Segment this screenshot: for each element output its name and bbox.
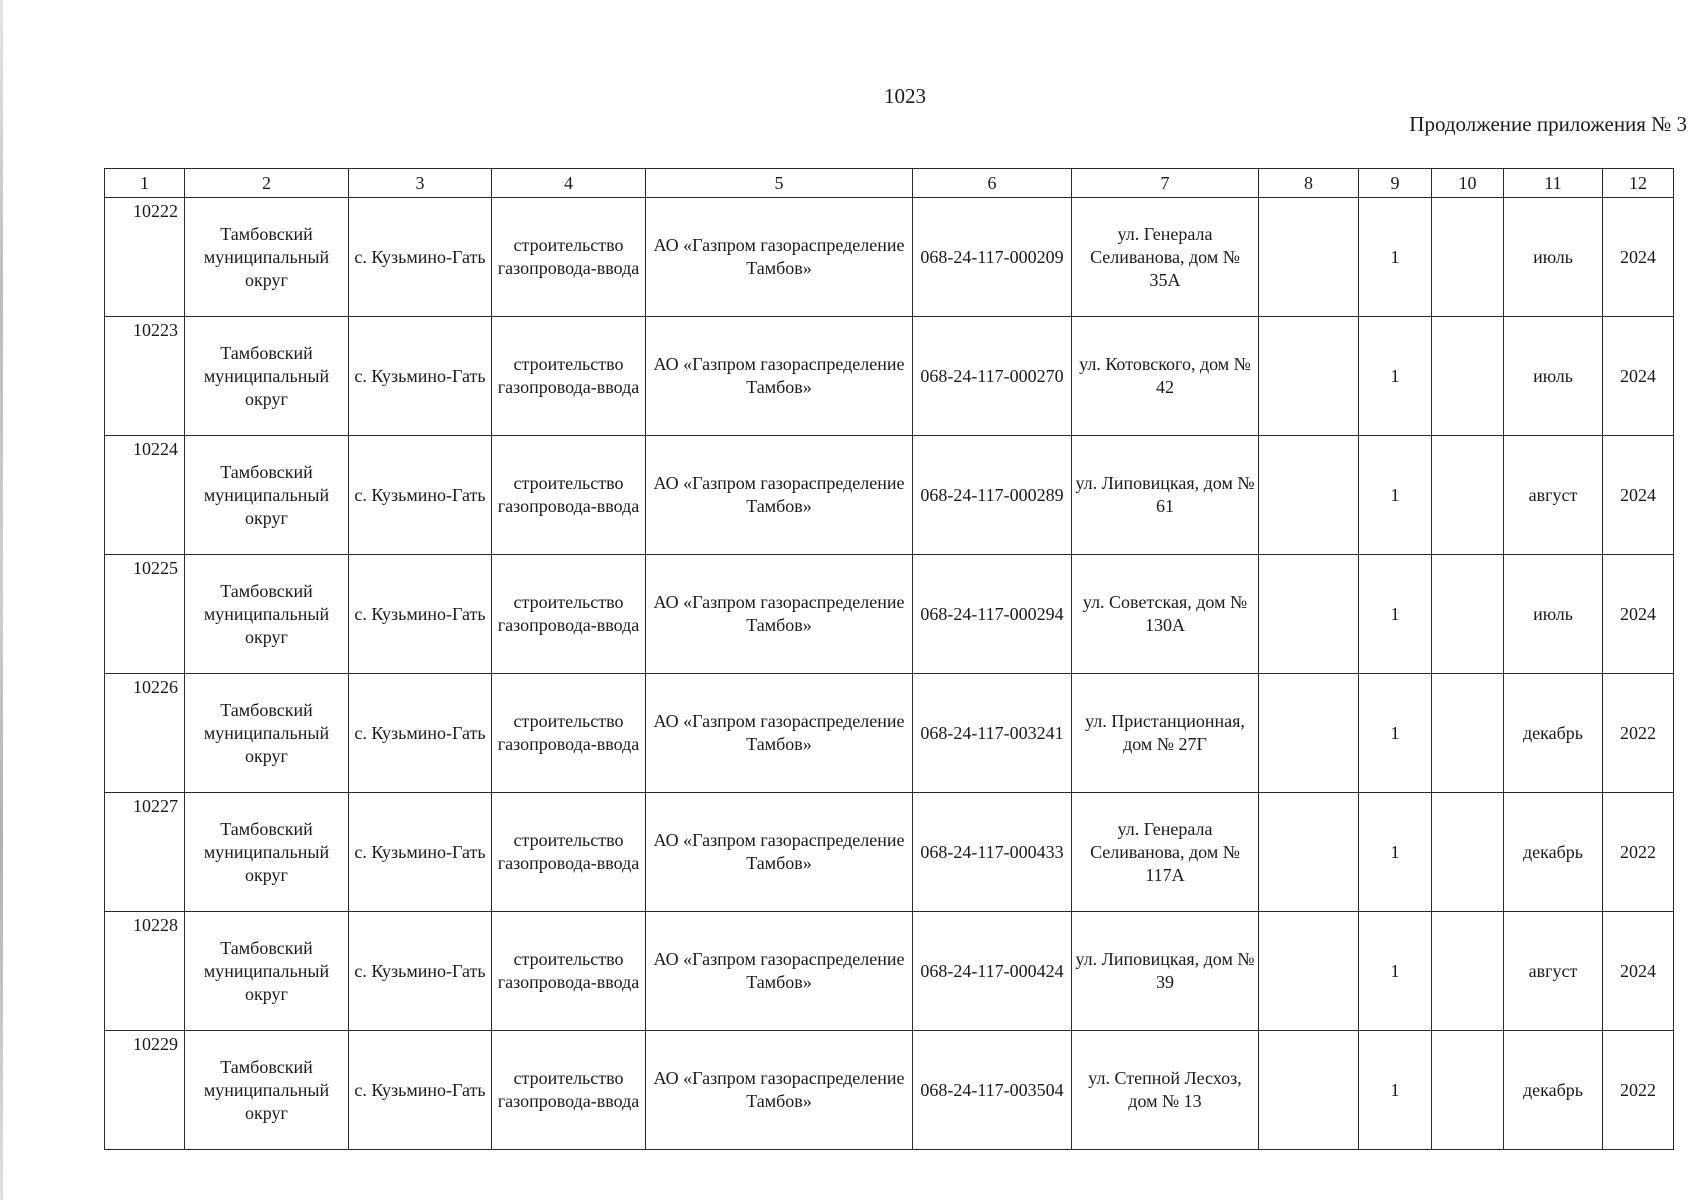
column-10-cell [1432, 1031, 1504, 1150]
year-cell: 2022 [1603, 793, 1674, 912]
district-cell: Тамбовский муниципальный округ [185, 436, 349, 555]
address-cell: ул. Липовицкая, дом № 61 [1072, 436, 1259, 555]
row-number: 10222 [105, 198, 185, 317]
column-8-cell [1259, 793, 1359, 912]
month-cell: август [1504, 912, 1603, 1031]
year-cell: 2024 [1603, 912, 1674, 1031]
column-header: 3 [349, 169, 492, 198]
quantity-cell: 1 [1359, 555, 1432, 674]
row-number: 10226 [105, 674, 185, 793]
address-cell: ул. Пристанционная, дом № 27Г [1072, 674, 1259, 793]
scan-edge [0, 0, 3, 1200]
column-header: 8 [1259, 169, 1359, 198]
column-8-cell [1259, 674, 1359, 793]
column-header: 7 [1072, 169, 1259, 198]
district-cell: Тамбовский муниципальный округ [185, 912, 349, 1031]
quantity-cell: 1 [1359, 912, 1432, 1031]
work-type-cell: строительство газопровода-ввода [492, 793, 646, 912]
month-cell: август [1504, 436, 1603, 555]
page-number: 1023 [884, 84, 926, 108]
column-10-cell [1432, 555, 1504, 674]
quantity-cell: 1 [1359, 317, 1432, 436]
year-cell: 2024 [1603, 198, 1674, 317]
work-type-cell: строительство газопровода-ввода [492, 912, 646, 1031]
column-8-cell [1259, 1031, 1359, 1150]
quantity-cell: 1 [1359, 674, 1432, 793]
column-10-cell [1432, 198, 1504, 317]
quantity-cell: 1 [1359, 436, 1432, 555]
organization-cell: АО «Газпром газораспределение Тамбов» [646, 912, 913, 1031]
object-code-cell: 068-24-117-003504 [913, 1031, 1072, 1150]
row-number: 10224 [105, 436, 185, 555]
address-cell: ул. Советская, дом № 130А [1072, 555, 1259, 674]
row-number: 10228 [105, 912, 185, 1031]
table-row [105, 674, 1674, 793]
locality-cell: с. Кузьмино-Гать [349, 198, 492, 317]
district-cell: Тамбовский муниципальный округ [185, 198, 349, 317]
object-code-cell: 068-24-117-003241 [913, 674, 1072, 793]
table-row [105, 1031, 1674, 1150]
object-code-cell: 068-24-117-000294 [913, 555, 1072, 674]
row-number: 10227 [105, 793, 185, 912]
district-cell: Тамбовский муниципальный округ [185, 674, 349, 793]
organization-cell: АО «Газпром газораспределение Тамбов» [646, 198, 913, 317]
column-header: 2 [185, 169, 349, 198]
table-row [105, 198, 1674, 317]
locality-cell: с. Кузьмино-Гать [349, 1031, 492, 1150]
work-type-cell: строительство газопровода-ввода [492, 198, 646, 317]
quantity-cell: 1 [1359, 793, 1432, 912]
month-cell: июль [1504, 555, 1603, 674]
work-type-cell: строительство газопровода-ввода [492, 436, 646, 555]
organization-cell: АО «Газпром газораспределение Тамбов» [646, 674, 913, 793]
object-code-cell: 068-24-117-000424 [913, 912, 1072, 1031]
column-8-cell [1259, 198, 1359, 317]
address-cell: ул. Генерала Селиванова, дом № 35А [1072, 198, 1259, 317]
column-header: 6 [913, 169, 1072, 198]
district-cell: Тамбовский муниципальный округ [185, 317, 349, 436]
organization-cell: АО «Газпром газораспределение Тамбов» [646, 555, 913, 674]
year-cell: 2024 [1603, 317, 1674, 436]
locality-cell: с. Кузьмино-Гать [349, 793, 492, 912]
column-8-cell [1259, 912, 1359, 1031]
column-8-cell [1259, 317, 1359, 436]
year-cell: 2024 [1603, 555, 1674, 674]
month-cell: декабрь [1504, 674, 1603, 793]
locality-cell: с. Кузьмино-Гать [349, 674, 492, 793]
table-row [105, 555, 1674, 674]
organization-cell: АО «Газпром газораспределение Тамбов» [646, 436, 913, 555]
column-header: 9 [1359, 169, 1432, 198]
month-cell: декабрь [1504, 1031, 1603, 1150]
quantity-cell: 1 [1359, 1031, 1432, 1150]
table-body [105, 198, 1674, 1150]
address-cell: ул. Степной Лесхоз, дом № 13 [1072, 1031, 1259, 1150]
column-10-cell [1432, 674, 1504, 793]
work-type-cell: строительство газопровода-ввода [492, 555, 646, 674]
year-cell: 2022 [1603, 674, 1674, 793]
organization-cell: АО «Газпром газораспределение Тамбов» [646, 1031, 913, 1150]
year-cell: 2022 [1603, 1031, 1674, 1150]
district-cell: Тамбовский муниципальный округ [185, 1031, 349, 1150]
column-8-cell [1259, 436, 1359, 555]
table-row [105, 793, 1674, 912]
month-cell: июль [1504, 198, 1603, 317]
column-header: 1 [105, 169, 185, 198]
table-row [105, 317, 1674, 436]
locality-cell: с. Кузьмино-Гать [349, 317, 492, 436]
object-code-cell: 068-24-117-000209 [913, 198, 1072, 317]
table-row [105, 436, 1674, 555]
column-10-cell [1432, 317, 1504, 436]
work-type-cell: строительство газопровода-ввода [492, 1031, 646, 1150]
address-cell: ул. Генерала Селиванова, дом № 117А [1072, 793, 1259, 912]
object-code-cell: 068-24-117-000289 [913, 436, 1072, 555]
year-cell: 2024 [1603, 436, 1674, 555]
locality-cell: с. Кузьмино-Гать [349, 555, 492, 674]
column-10-cell [1432, 912, 1504, 1031]
column-header: 4 [492, 169, 646, 198]
work-type-cell: строительство газопровода-ввода [492, 674, 646, 793]
quantity-cell: 1 [1359, 198, 1432, 317]
column-10-cell [1432, 793, 1504, 912]
organization-cell: АО «Газпром газораспределение Тамбов» [646, 793, 913, 912]
locality-cell: с. Кузьмино-Гать [349, 436, 492, 555]
district-cell: Тамбовский муниципальный округ [185, 555, 349, 674]
month-cell: июль [1504, 317, 1603, 436]
gas-connection-table [104, 168, 1674, 1150]
column-8-cell [1259, 555, 1359, 674]
row-number: 10229 [105, 1031, 185, 1150]
column-number-row [105, 169, 1674, 198]
locality-cell: с. Кузьмино-Гать [349, 912, 492, 1031]
row-number: 10225 [105, 555, 185, 674]
column-header: 12 [1603, 169, 1674, 198]
column-header: 11 [1504, 169, 1603, 198]
address-cell: ул. Липовицкая, дом № 39 [1072, 912, 1259, 1031]
appendix-continuation-label: Продолжение приложения № 3 [1409, 112, 1687, 136]
column-header: 5 [646, 169, 913, 198]
address-cell: ул. Котовского, дом № 42 [1072, 317, 1259, 436]
row-number: 10223 [105, 317, 185, 436]
object-code-cell: 068-24-117-000270 [913, 317, 1072, 436]
object-code-cell: 068-24-117-000433 [913, 793, 1072, 912]
district-cell: Тамбовский муниципальный округ [185, 793, 349, 912]
column-header: 10 [1432, 169, 1504, 198]
organization-cell: АО «Газпром газораспределение Тамбов» [646, 317, 913, 436]
table-row [105, 912, 1674, 1031]
month-cell: декабрь [1504, 793, 1603, 912]
column-10-cell [1432, 436, 1504, 555]
work-type-cell: строительство газопровода-ввода [492, 317, 646, 436]
